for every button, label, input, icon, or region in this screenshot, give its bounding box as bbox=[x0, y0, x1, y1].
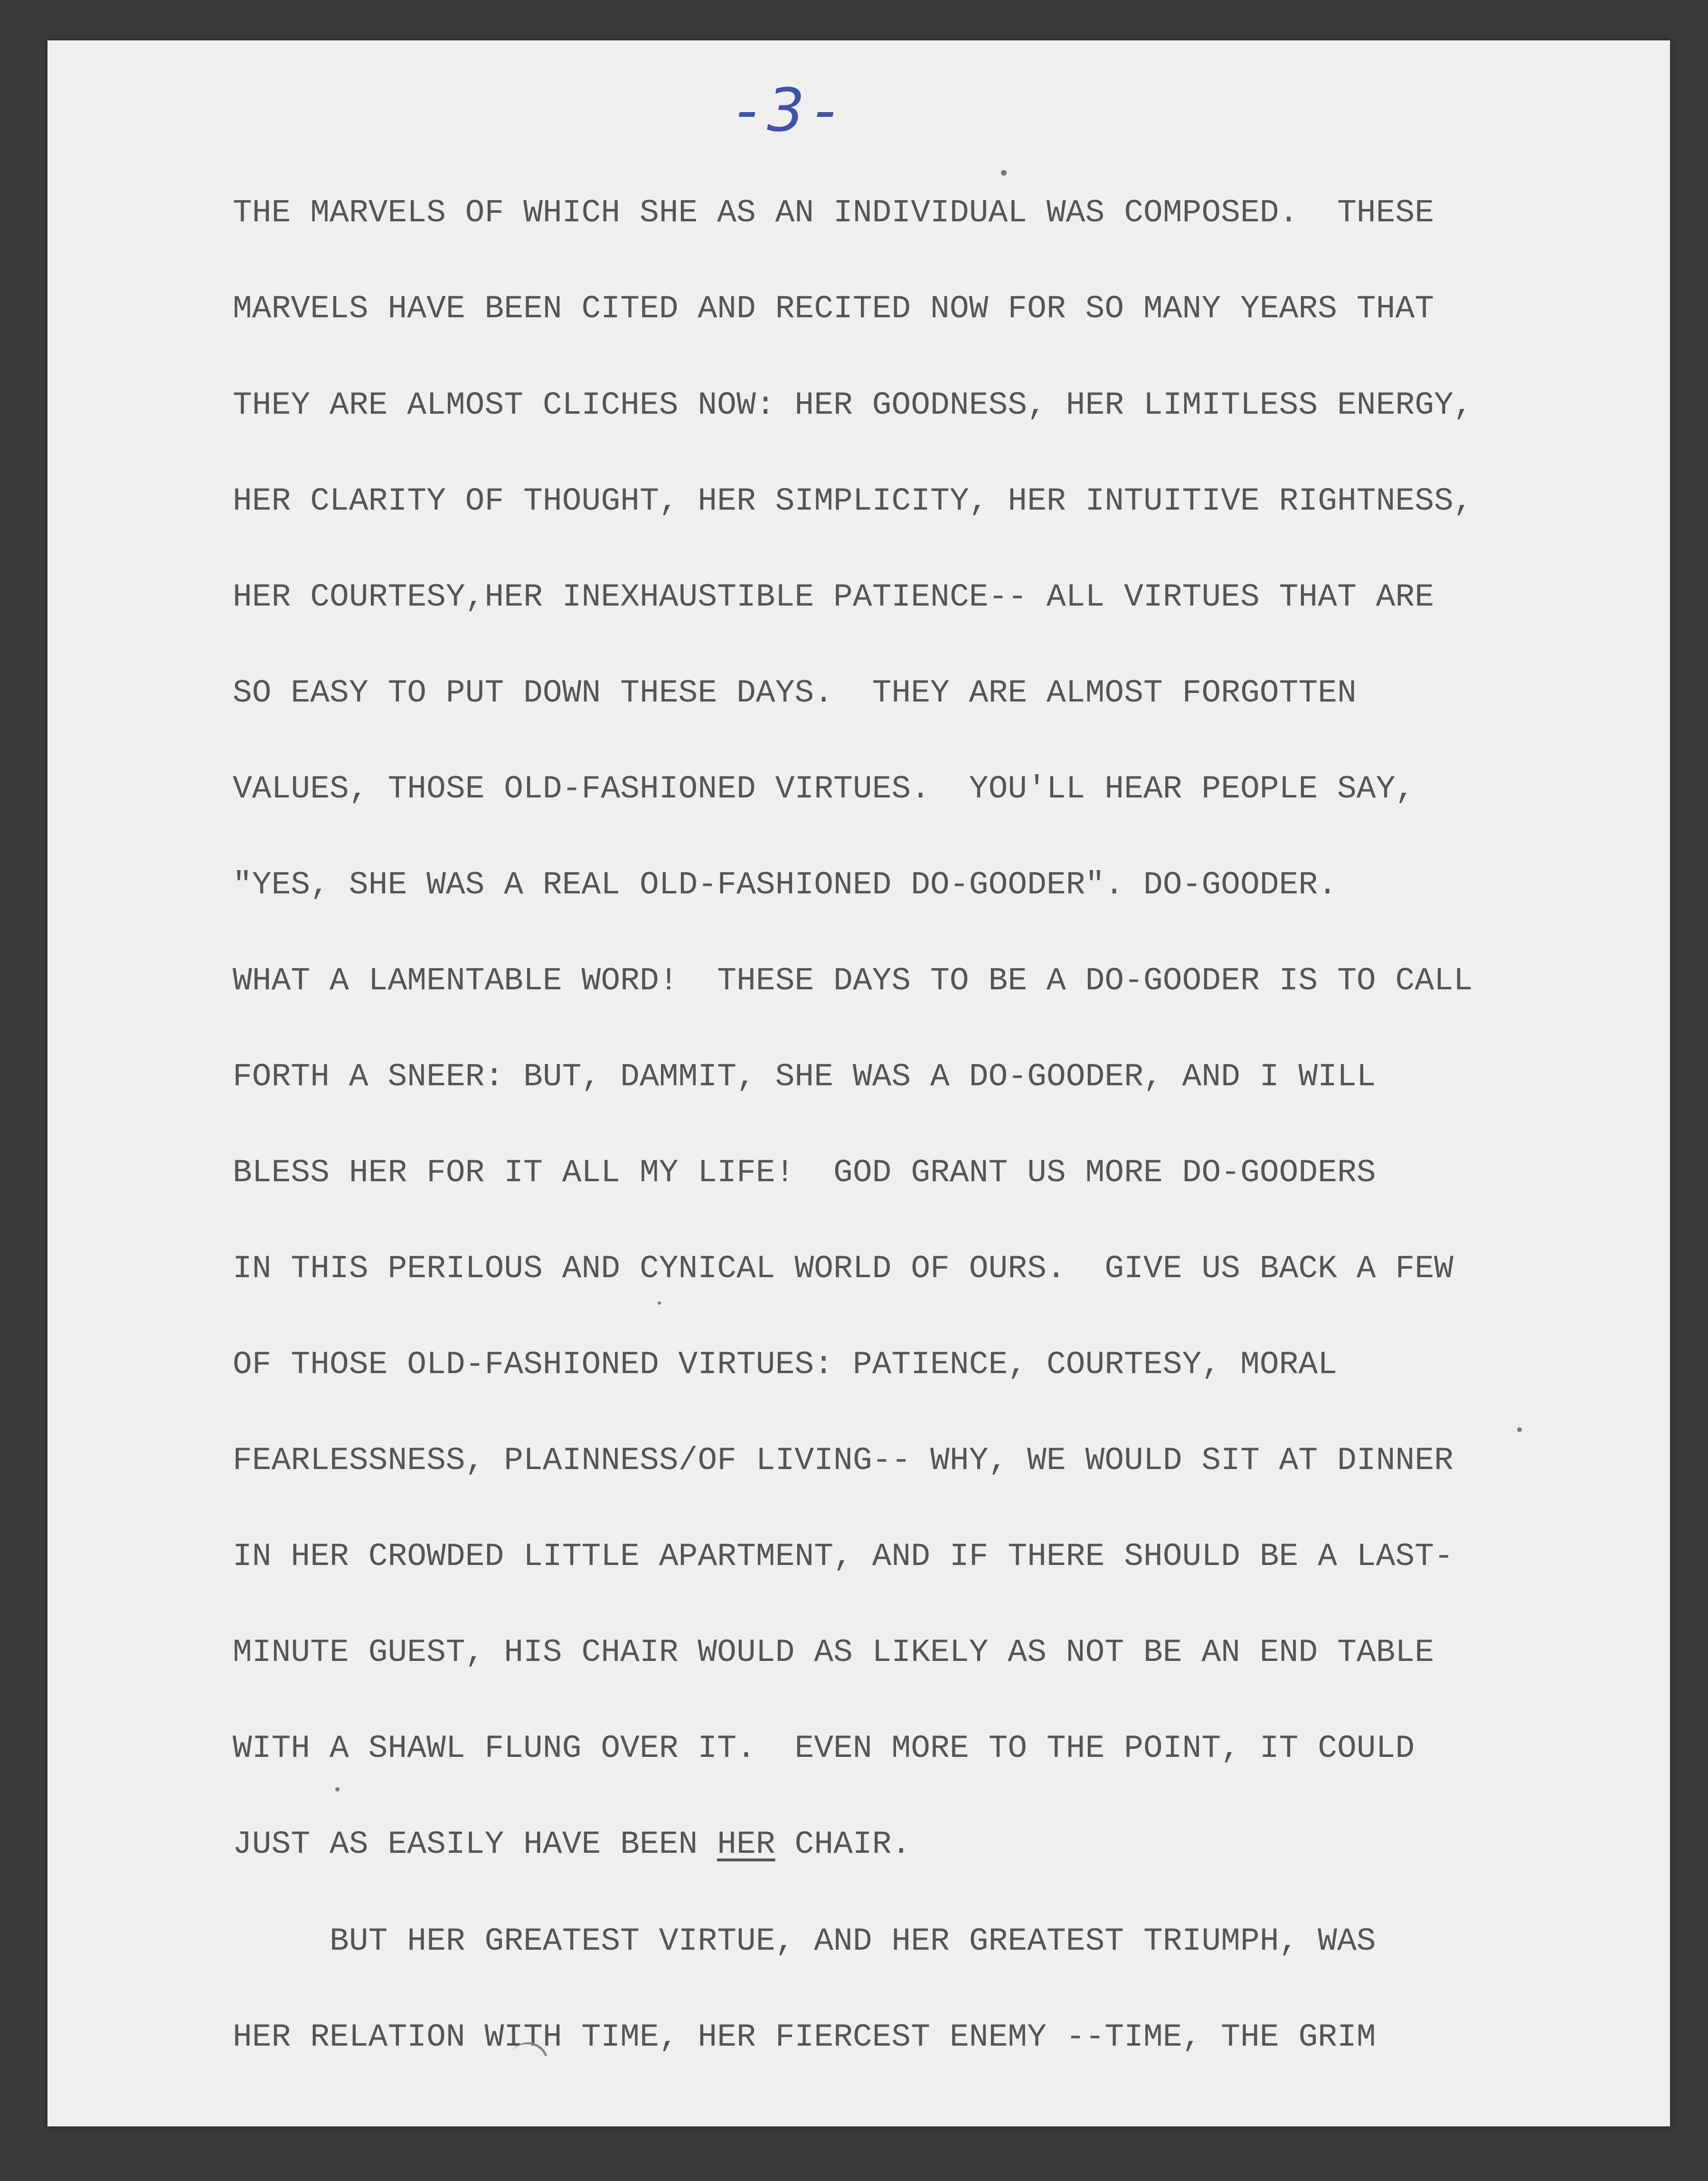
text-line: FEARLESSNESS, PLAINNESS/OF LIVING-- WHY, WE WOULD SIT AT DINNER bbox=[233, 1442, 1453, 1479]
text-fragment: CHAIR. bbox=[775, 1826, 911, 1863]
text-line: HER CLARITY OF THOUGHT, HER SIMPLICITY, HER INTUITIVE RIGHTNESS, bbox=[233, 483, 1473, 520]
paragraph-2-line: BUT HER GREATEST VIRTUE, AND HER GREATEST TRIUMPH, WAS bbox=[233, 1923, 1376, 1960]
text-line: SO EASY TO PUT DOWN THESE DAYS. THEY ARE ALMOST FORGOTTEN bbox=[233, 675, 1357, 711]
text-fragment: JUST AS EASILY HAVE BEEN bbox=[233, 1826, 717, 1863]
page-number: -3- bbox=[736, 76, 845, 145]
text-line: "YES, SHE WAS A REAL OLD-FASHIONED DO-GOODER". DO-GOODER. bbox=[233, 867, 1337, 903]
text-line: IN THIS PERILOUS AND CYNICAL WORLD OF OURS. GIVE US BACK A FEW bbox=[233, 1251, 1453, 1287]
underlined-word: HER bbox=[717, 1826, 775, 1863]
text-line: WITH A SHAWL FLUNG OVER IT. EVEN MORE TO THE POINT, IT COULD bbox=[233, 1730, 1415, 1767]
text-line: THEY ARE ALMOST CLICHES NOW: HER GOODNESS, HER LIMITLESS ENERGY, bbox=[233, 387, 1473, 424]
text-line: HER COURTESY,HER INEXHAUSTIBLE PATIENCE-- ALL VIRTUES THAT ARE bbox=[233, 579, 1434, 616]
text-line: MINUTE GUEST, HIS CHAIR WOULD AS LIKELY AS NOT BE AN END TABLE bbox=[233, 1634, 1434, 1671]
text-line: IN HER CROWDED LITTLE APARTMENT, AND IF THERE SHOULD BE A LAST- bbox=[233, 1538, 1453, 1575]
text-line: FORTH A SNEER: BUT, DAMMIT, SHE WAS A DO-GOODER, AND I WILL bbox=[233, 1059, 1376, 1095]
scan-speck bbox=[1001, 170, 1007, 176]
text-line: VALUES, THOSE OLD-FASHIONED VIRTUES. YOU'LL HEAR PEOPLE SAY, bbox=[233, 771, 1415, 807]
scan-speck bbox=[335, 1787, 340, 1792]
text-line-with-emphasis bbox=[233, 1826, 911, 1863]
text-line: OF THOSE OLD-FASHIONED VIRTUES: PATIENCE, COURTESY, MORAL bbox=[233, 1347, 1337, 1383]
scan-speck bbox=[658, 1301, 661, 1305]
scan-speck bbox=[1517, 1427, 1522, 1432]
text-line: MARVELS HAVE BEEN CITED AND RECITED NOW FOR SO MANY YEARS THAT bbox=[233, 291, 1434, 327]
paragraph-2-line: HER RELATION WITH TIME, HER FIERCEST ENEMY --TIME, THE GRIM bbox=[233, 2019, 1376, 2056]
text-line: THE MARVELS OF WHICH SHE AS AN INDIVIDUAL WAS COMPOSED. THESE bbox=[233, 195, 1434, 231]
text-line: WHAT A LAMENTABLE WORD! THESE DAYS TO BE A DO-GOODER IS TO CALL bbox=[233, 963, 1473, 999]
text-line: BLESS HER FOR IT ALL MY LIFE! GOD GRANT US MORE DO-GOODERS bbox=[233, 1155, 1376, 1191]
